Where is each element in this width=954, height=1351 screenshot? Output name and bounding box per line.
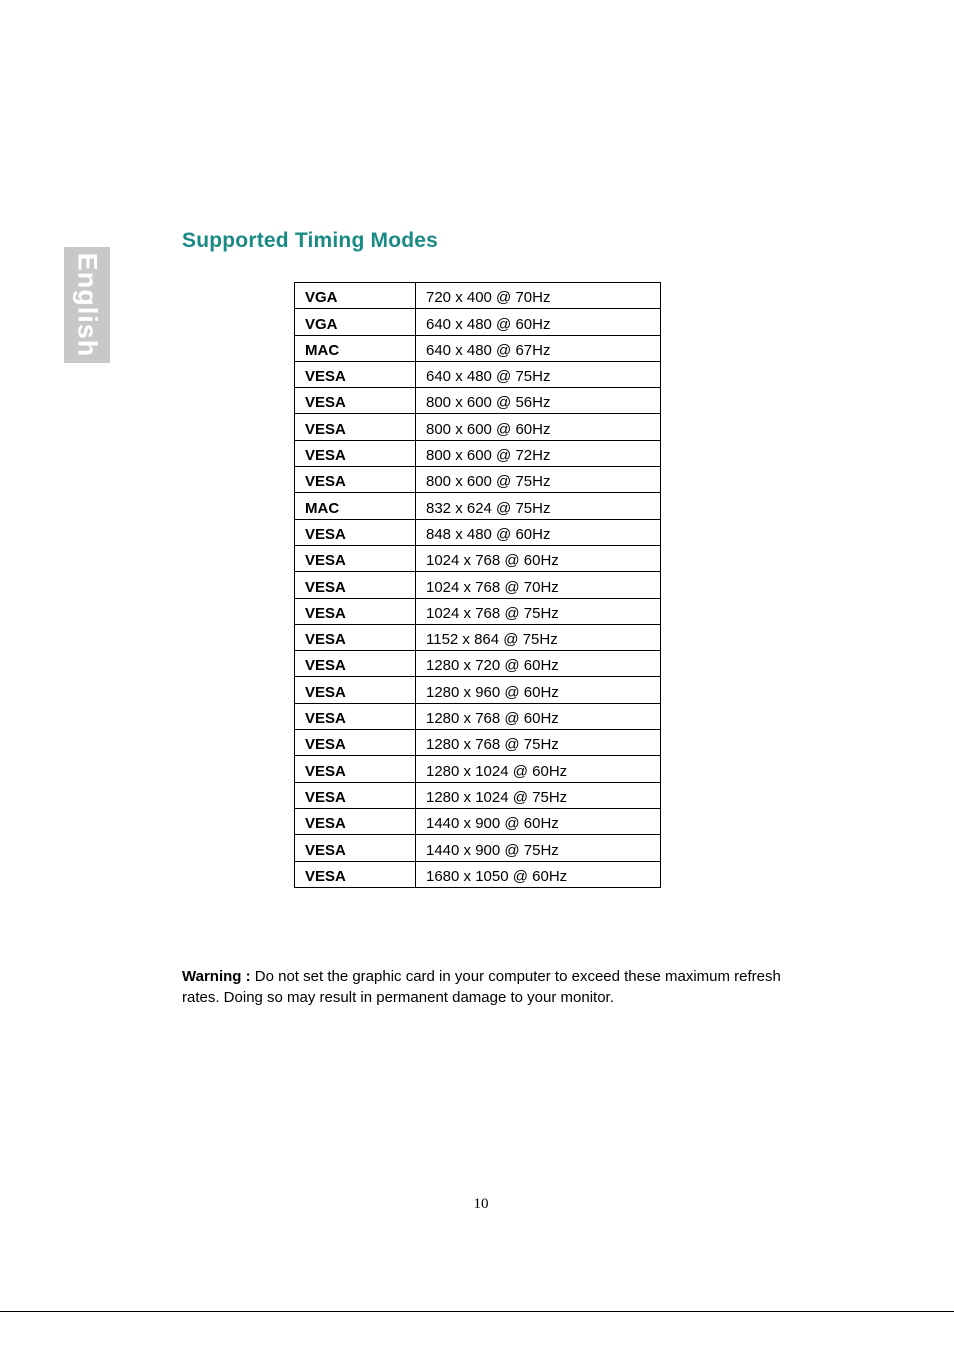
mode-cell: 1280 x 768 @ 75Hz [416,730,661,756]
table-row [295,388,661,414]
mode-cell: 1280 x 960 @ 60Hz [416,677,661,703]
standard-cell: VGA [295,283,416,309]
standard-cell: VESA [295,624,416,650]
standard-cell: VESA [295,572,416,598]
table-row [295,808,661,834]
table-row [295,782,661,808]
table-row [295,572,661,598]
standard-cell: VESA [295,861,416,887]
standard-cell: VESA [295,598,416,624]
table-row [295,335,661,361]
table-row [295,835,661,861]
table-row [295,730,661,756]
standard-cell: VESA [295,782,416,808]
table-row [295,283,661,309]
standard-cell: VESA [295,440,416,466]
warning-text: Do not set the graphic card in your computer to exceed these maximum refresh rates. Doing so may result in permanent damage to your monitor. [182,968,781,1006]
table-row [295,414,661,440]
page-title: Supported Timing Modes [182,229,439,252]
mode-cell: 1680 x 1050 @ 60Hz [416,861,661,887]
timing-table-body [295,283,661,888]
standard-cell: VESA [295,414,416,440]
language-tab-label: English [72,252,103,358]
standard-cell: VESA [295,545,416,571]
table-row [295,545,661,571]
table-row [295,677,661,703]
mode-cell: 800 x 600 @ 75Hz [416,467,661,493]
standard-cell: MAC [295,335,416,361]
mode-cell: 640 x 480 @ 75Hz [416,361,661,387]
standard-cell: VGA [295,309,416,335]
standard-cell: VESA [295,361,416,387]
mode-cell: 800 x 600 @ 72Hz [416,440,661,466]
mode-cell: 1280 x 768 @ 60Hz [416,703,661,729]
mode-cell: 800 x 600 @ 56Hz [416,388,661,414]
table-row [295,309,661,335]
standard-cell: VESA [295,677,416,703]
mode-cell: 1024 x 768 @ 70Hz [416,572,661,598]
table-row [295,598,661,624]
mode-cell: 1440 x 900 @ 75Hz [416,835,661,861]
table-row [295,703,661,729]
mode-cell: 640 x 480 @ 67Hz [416,335,661,361]
table-row [295,467,661,493]
warning-label: Warning : [182,968,251,985]
timing-modes-table [294,282,661,888]
mode-cell: 848 x 480 @ 60Hz [416,519,661,545]
mode-cell: 1152 x 864 @ 75Hz [416,624,661,650]
mode-cell: 1280 x 720 @ 60Hz [416,651,661,677]
mode-cell: 800 x 600 @ 60Hz [416,414,661,440]
mode-cell: 832 x 624 @ 75Hz [416,493,661,519]
mode-cell: 1280 x 1024 @ 60Hz [416,756,661,782]
mode-cell: 1280 x 1024 @ 75Hz [416,782,661,808]
mode-cell: 640 x 480 @ 60Hz [416,309,661,335]
table-row [295,361,661,387]
standard-cell: VESA [295,703,416,729]
warning-note [182,966,802,1008]
footer-divider [0,1311,954,1312]
table-row [295,756,661,782]
table-row [295,493,661,519]
standard-cell: VESA [295,467,416,493]
standard-cell: VESA [295,651,416,677]
table-row [295,624,661,650]
table-row [295,861,661,887]
standard-cell: MAC [295,493,416,519]
table-row [295,519,661,545]
table-row [295,651,661,677]
page-number: 10 [473,1196,489,1212]
mode-cell: 1024 x 768 @ 75Hz [416,598,661,624]
table-row [295,440,661,466]
language-side-tab [64,247,110,363]
mode-cell: 1440 x 900 @ 60Hz [416,808,661,834]
standard-cell: VESA [295,519,416,545]
standard-cell: VESA [295,808,416,834]
standard-cell: VESA [295,756,416,782]
standard-cell: VESA [295,388,416,414]
mode-cell: 1024 x 768 @ 60Hz [416,545,661,571]
standard-cell: VESA [295,730,416,756]
standard-cell: VESA [295,835,416,861]
mode-cell: 720 x 400 @ 70Hz [416,283,661,309]
